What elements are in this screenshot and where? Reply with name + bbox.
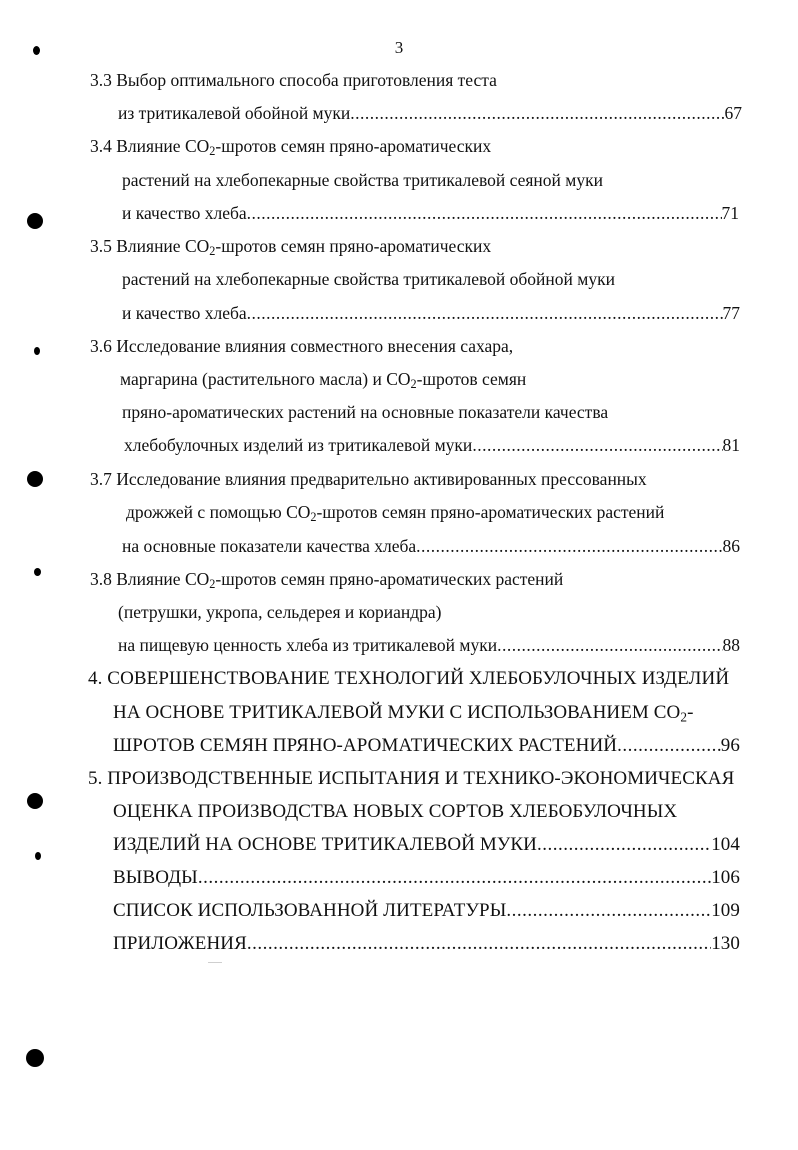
leader-dots (247, 201, 722, 225)
scan-artifact (208, 962, 222, 963)
toc-entry-text: хлебобулочных изделий из тритикалевой муки (124, 435, 473, 455)
toc-entry-3-7-line-1: 3.7 Исследование влияния предварительно активированных прессованных (90, 469, 647, 489)
toc-entry-3-6-line-4[interactable] (124, 433, 740, 457)
binder-hole-mark (27, 471, 43, 487)
leader-dots (247, 301, 723, 325)
toc-page-number: 86 (722, 536, 740, 556)
toc-entry-3-6-line-1: 3.6 Исследование влияния совместного внесения сахара, (90, 336, 514, 356)
toc-references[interactable] (113, 899, 740, 923)
toc-page-number: 67 (724, 103, 742, 123)
toc-entry-text: ВЫВОДЫ (113, 867, 198, 888)
binder-hole-mark (34, 347, 40, 355)
toc-entry-text: ПРИЛОЖЕНИЯ (113, 933, 247, 954)
toc-appendices[interactable] (113, 932, 740, 956)
toc-entry-text: СПИСОК ИСПОЛЬЗОВАННОЙ ЛИТЕРАТУРЫ (113, 900, 507, 921)
leader-dots (497, 633, 722, 657)
toc-entry-text: ШРОТОВ СЕМЯН ПРЯНО-АРОМАТИЧЕСКИХ РАСТЕНИЙ (113, 735, 618, 756)
binder-hole-mark (27, 793, 43, 809)
toc-entry-3-7-line-3[interactable] (122, 534, 740, 558)
leader-dots (198, 866, 711, 890)
toc-entry-text: и качество хлеба (122, 303, 247, 323)
toc-entry-text: ИЗДЕЛИЙ НА ОСНОВЕ ТРИТИКАЛЕВОЙ МУКИ (113, 834, 537, 855)
toc-page-number: 109 (711, 900, 740, 921)
toc-entry-text: на основные показатели качества хлеба (122, 536, 417, 556)
toc-chapter-5-line-3[interactable] (113, 833, 740, 857)
toc-entry-3-4-line-3[interactable] (122, 201, 739, 225)
toc-entry-3-3-line-1: 3.3 Выбор оптимального способа приготовления теста (90, 70, 497, 90)
toc-entry-3-8-line-1: 3.8 Влияние $CO_2$-шротов семян пряно-ароматических растений (90, 569, 564, 592)
binder-hole-mark (27, 213, 43, 229)
toc-chapter-4-line-1: 4. СОВЕРШЕНСТВОВАНИЕ ТЕХНОЛОГИЙ ХЛЕБОБУЛОЧНЫХ ИЗДЕЛИЙ (88, 668, 730, 689)
toc-chapter-4-line-2: НА ОСНОВЕ ТРИТИКАЛЕВОЙ МУКИ С ИСПОЛЬЗОВАНИЕМ $CO_2-$ (113, 702, 694, 725)
toc-entry-3-6-line-3: пряно-ароматических растений на основные показатели качества (122, 402, 609, 422)
leader-dots (506, 899, 711, 923)
leader-dots (537, 833, 711, 857)
toc-entry-3-5-line-3[interactable] (122, 301, 740, 325)
toc-conclusions[interactable] (113, 866, 740, 890)
toc-chapter-5-line-2: ОЦЕНКА ПРОИЗВОДСТВА НОВЫХ СОРТОВ ХЛЕБОБУЛОЧНЫХ (113, 801, 678, 822)
toc-page-number: 77 (722, 303, 740, 323)
toc-entry-3-4-line-1: 3.4 Влияние $CO_2$-шротов семян пряно-ароматических (90, 136, 492, 159)
binder-hole-mark (35, 852, 41, 860)
binder-hole-mark (26, 1049, 44, 1067)
toc-entry-3-8-line-3[interactable] (118, 633, 740, 657)
toc-entry-text: из тритикалевой обойной муки (118, 103, 351, 123)
leader-dots (416, 534, 722, 558)
toc-chapter-5-line-1: 5. ПРОИЗВОДСТВЕННЫЕ ИСПЫТАНИЯ И ТЕХНИКО-ЭКОНОМИЧЕСКАЯ (88, 768, 735, 789)
toc-entry-text: на пищевую ценность хлеба из тритикалевой муки (118, 635, 498, 655)
leader-dots (247, 932, 711, 956)
toc-entry-3-8-line-2: (петрушки, укропа, сельдерея и кориандра) (118, 602, 442, 622)
toc-entry-3-7-line-2: дрожжей с помощью $CO_2$-шротов семян пряно-ароматических растений (126, 502, 665, 525)
toc-page-number: 81 (722, 435, 740, 455)
toc-entry-text: и качество хлеба (122, 203, 247, 223)
toc-entry-3-6-line-2: маргарина (растительного масла) и $CO_2$-шротов семян (120, 369, 527, 392)
toc-page-number: 104 (711, 834, 740, 855)
toc-page-number: 71 (721, 203, 739, 223)
page-number: 3 (394, 38, 404, 57)
toc-entry-3-5-line-1: 3.5 Влияние $CO_2$-шротов семян пряно-ароматических (90, 236, 492, 259)
binder-hole-mark (34, 568, 41, 576)
binder-hole-mark (33, 46, 40, 55)
toc-entry-3-4-line-2: растений на хлебопекарные свойства тритикалевой сеяной муки (122, 170, 603, 190)
leader-dots (472, 433, 722, 457)
toc-page-number: 96 (720, 735, 740, 756)
leader-dots (350, 101, 724, 125)
toc-entry-3-3-line-2[interactable] (118, 101, 742, 125)
toc-entry-3-5-line-2: растений на хлебопекарные свойства тритикалевой обойной муки (122, 269, 615, 289)
toc-page-number: 130 (711, 933, 740, 954)
leader-dots (617, 734, 721, 758)
toc-page-number: 88 (722, 635, 740, 655)
toc-chapter-4-line-3[interactable] (113, 734, 740, 758)
toc-page-number: 106 (711, 867, 740, 888)
